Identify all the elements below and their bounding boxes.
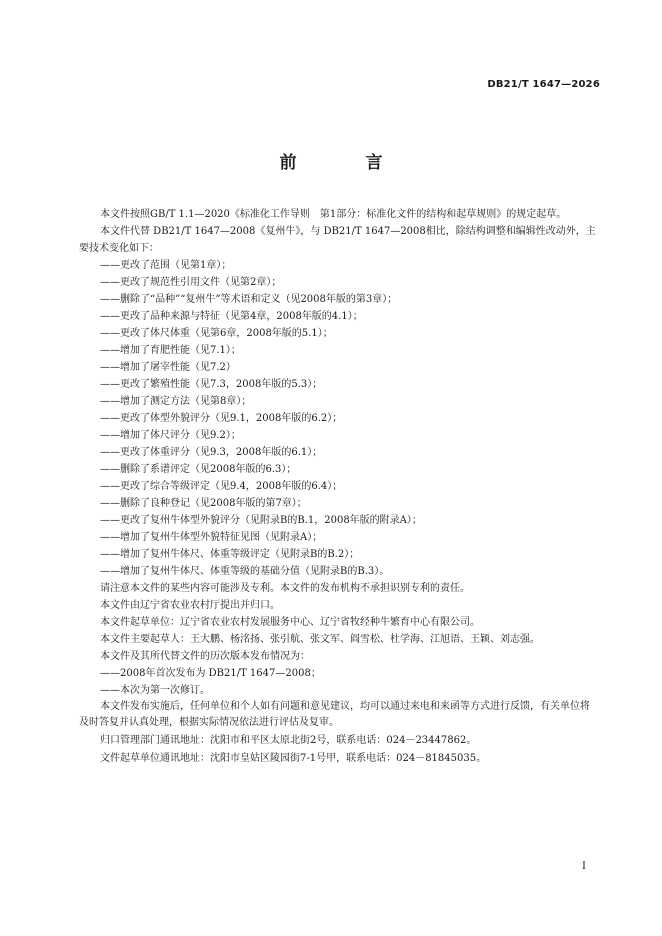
history-item: ——2008年首次发布为 DB21/T 1647—2008； — [100, 668, 321, 679]
drafters: 本文件主要起草人：王大鹏、杨洺扬、张引航、张文军、阎雪松、杜学海、江旭语、王颖、刘志强。 — [100, 634, 540, 645]
change-item: ——更改了品种来源与特征（见第4章，2008年版的4.1）； — [100, 311, 363, 322]
change-item: ——增加了复州牛体尺、体重等级的基础分值（见附录B的B.3）。 — [100, 566, 390, 577]
patent-statement: 请注意本文件的某些内容可能涉及专利。本文件的发布机构不承担识别专利的责任。 — [100, 583, 470, 594]
contact-line: 文件起草单位通讯地址：沈阳市皇姑区陵园街7-1号甲，联系电话：024－81845035。 — [100, 752, 487, 764]
change-item: ——更改了体型外貌评分（见9.1，2008年版的6.2）； — [100, 413, 343, 424]
intro-paragraph: 本文件代替 DB21/T 1647—2008《复州牛》，与 DB21/T 1647—2008相比，除结构调整和编辑性改动外，主要技术变化如下： — [79, 226, 596, 254]
change-item: ——更改了复州牛体型外貌评分（见附录B的B.1，2008年版的附录A）； — [100, 515, 422, 526]
change-item: ——增加了测定方法（见第8章）； — [100, 396, 252, 407]
history-item: ——本次为第一次修订。 — [100, 685, 210, 696]
change-item: ——删除了系谱评定（见2008年版的6.3）； — [100, 464, 297, 475]
intro-paragraph: 本文件按照GB/T 1.1—2020《标准化工作导则 第1部分：标准化文件的结构和起草规则》的规定起草。 — [100, 209, 567, 220]
change-item: ——更改了范围（见第1章）； — [100, 260, 232, 271]
proposer-statement: 本文件由辽宁省农业农村厅提出并归口。 — [100, 600, 280, 611]
feedback-paragraph: 本文件发布实施后，任何单位和个人如有问题和意见建议，均可以通过来电和来函等方式进行反馈，有关单位将及时答复并认真处理，根据实际情况依法进行评估及复审。 — [79, 701, 590, 729]
change-item: ——更改了综合等级评定（见9.4，2008年版的6.4）； — [100, 481, 343, 492]
history-intro: 本文件及其所代替文件的历次版本发布情况为： — [100, 651, 310, 662]
change-item: ——删除了良种登记（见2008年版的第7章）； — [100, 498, 307, 509]
change-item: ——更改了繁殖性能（见7.3，2008年版的5.3）； — [100, 379, 323, 390]
change-item: ——增加了复州牛体型外貌特征见图（见附录A）； — [100, 532, 323, 543]
change-item: ——更改了体尺体重（见第6章，2008年版的5.1）； — [100, 328, 333, 339]
drafting-units: 本文件起草单位：辽宁省农业农村发展服务中心、辽宁省牧经种牛繁育中心有限公司。 — [100, 617, 480, 628]
change-item: ——删除了“品种”“复州牛”等术语和定义（见2008年版的第3章）； — [100, 294, 398, 305]
change-item: ——增加了复州牛体尺、体重等级评定（见附录B的B.2）； — [100, 549, 360, 560]
document-code: DB21/T 1647—2026 — [487, 79, 600, 90]
contact-line: 归口管理部门通讯地址：沈阳市和平区太原北街2号，联系电话：024－23447862。 — [100, 734, 477, 746]
foreword-body — [79, 206, 599, 767]
page-number: I — [582, 861, 586, 872]
change-item: ——更改了规范性引用文件（见第2章）； — [100, 277, 282, 288]
page-title: 前 言 — [279, 153, 409, 173]
change-item: ——增加了育肥性能（见7.1）； — [100, 345, 241, 356]
change-item: ——增加了屠宰性能（见7.2） — [100, 362, 236, 373]
change-item: ——更改了体重评分（见9.3，2008年版的6.1）； — [100, 447, 323, 458]
change-item: ——增加了体尺评分（见9.2）； — [100, 430, 241, 441]
